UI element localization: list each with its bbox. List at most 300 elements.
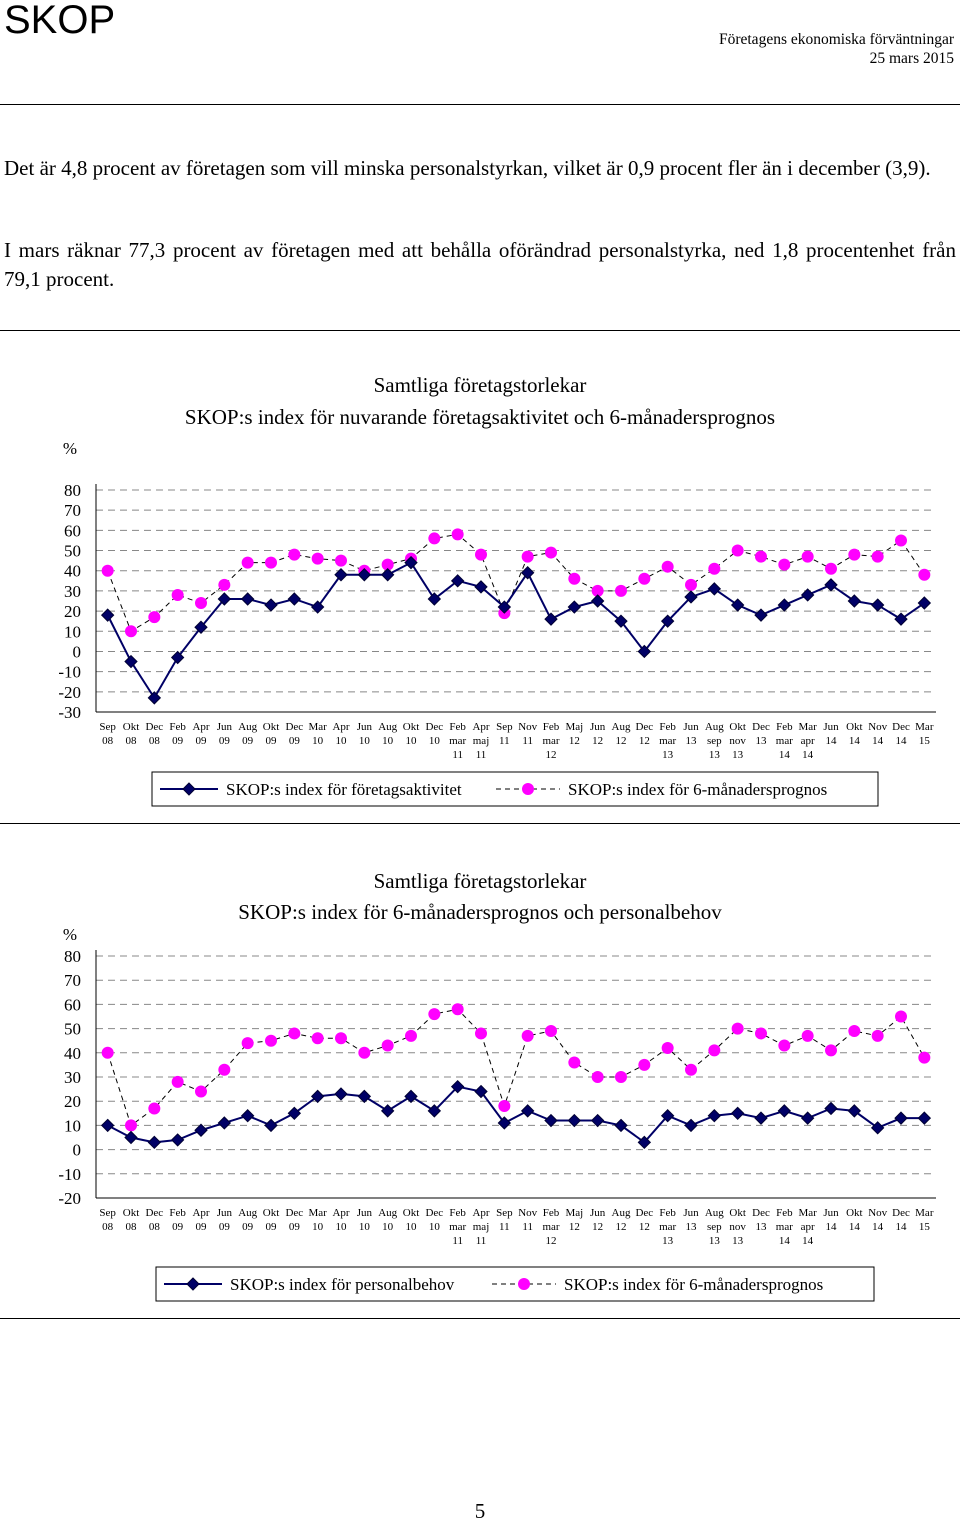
x-tick-label: 11: [499, 735, 510, 747]
x-tick-label: Aug: [238, 721, 258, 733]
x-tick-label: maj: [472, 735, 490, 747]
series-2-point: [288, 1027, 300, 1039]
x-tick-label: Feb: [776, 1207, 793, 1219]
series-2-point: [288, 549, 300, 561]
x-tick-label: Okt: [846, 1207, 863, 1219]
x-tick-label: 12: [545, 1235, 557, 1247]
chart2-bottom-border: [0, 1318, 960, 1319]
y-tick-label: 80: [64, 481, 81, 500]
series-2-point: [475, 1027, 487, 1039]
x-tick-label: sep: [706, 735, 722, 747]
series-2-point: [265, 557, 277, 569]
x-tick-label: mar: [542, 1221, 560, 1233]
series-2-point: [498, 1100, 510, 1112]
y-tick-label: 60: [64, 521, 81, 541]
x-tick-label: Jun: [683, 1207, 699, 1219]
legend-label-2: SKOP:s index för 6-månadersprognos: [568, 780, 828, 799]
series-1-point: [592, 1115, 604, 1127]
x-tick-label: mar: [659, 1221, 677, 1233]
series-2-point: [615, 1071, 627, 1083]
series-2-point: [242, 1037, 254, 1049]
x-tick-label: Okt: [262, 721, 280, 733]
x-tick-label: Okt: [402, 1207, 420, 1219]
x-tick-label: 13: [732, 1235, 744, 1247]
x-tick-label: 11: [522, 735, 533, 747]
x-tick-label: Jun: [356, 721, 372, 733]
legend-label-1: SKOP:s index för personalbehov: [230, 1275, 455, 1294]
x-tick-label: 13: [755, 735, 767, 747]
x-tick-label: Dec: [635, 1207, 654, 1219]
x-tick-label: 12: [638, 735, 650, 747]
series-line-2: [108, 534, 925, 631]
x-tick-label: sep: [706, 1221, 722, 1233]
series-2-point: [242, 557, 254, 569]
series-line-2: [108, 1009, 925, 1125]
x-tick-label: Mar: [798, 721, 817, 733]
x-tick-label: Feb: [659, 721, 676, 733]
x-tick-label: 14: [802, 1235, 814, 1247]
x-tick-label: Nov: [868, 721, 888, 733]
x-tick-label: 08: [125, 735, 137, 747]
series-2-point: [825, 563, 837, 575]
x-tick-label: 08: [148, 735, 160, 747]
series-1-point: [382, 569, 394, 581]
series-2-point: [918, 1052, 930, 1064]
x-tick-label: Dec: [145, 721, 164, 733]
y-tick-label: 10: [64, 622, 81, 642]
series-1-point: [802, 1112, 814, 1124]
paragraph-reduce-staff: Det är 4,8 procent av företagen som vill minska personalstyrkan, vilket är 0,9 procent fler än i december (3,9).: [4, 156, 931, 180]
chart1-top-border: [0, 330, 960, 331]
x-tick-label: 10: [405, 1221, 417, 1233]
series-2-point: [312, 553, 324, 565]
series-2-point: [218, 579, 230, 591]
series-2-point: [335, 1032, 347, 1044]
series-1-point: [288, 593, 300, 605]
x-tick-label: Jun: [216, 1207, 232, 1219]
x-tick-label: Apr: [332, 721, 350, 733]
document-header: [719, 30, 954, 68]
series-2-point: [358, 1047, 370, 1059]
x-tick-label: 12: [568, 1221, 580, 1233]
x-tick-label: 14: [872, 735, 884, 747]
series-1-point: [148, 1136, 160, 1148]
series-2-point: [778, 1040, 790, 1052]
series-1-point: [778, 599, 790, 611]
series-2-point: [592, 1071, 604, 1083]
x-tick-label: 14: [778, 749, 790, 761]
series-1-point: [358, 1090, 370, 1102]
x-tick-label: 09: [218, 735, 230, 747]
x-tick-label: 09: [218, 1221, 230, 1233]
series-2-point: [895, 1011, 907, 1023]
x-tick-label: Jun: [823, 721, 839, 733]
y-tick-label: 20: [64, 602, 81, 622]
series-2-point: [545, 1025, 557, 1037]
series-1-point: [242, 593, 254, 605]
x-tick-label: Feb: [542, 721, 560, 733]
series-1-point: [568, 1115, 580, 1127]
series-2-point: [638, 1059, 650, 1071]
series-2-point: [195, 1086, 207, 1098]
y-tick-label: -30: [58, 703, 81, 722]
chart-activity-forecast: [0, 340, 960, 820]
x-tick-label: Maj: [565, 1207, 584, 1219]
x-tick-label: maj: [472, 1221, 490, 1233]
x-tick-label: 10: [335, 1221, 347, 1233]
series-2-point: [732, 545, 744, 557]
chart-title: Samtliga företagstorlekar: [373, 373, 587, 397]
series-1-point: [802, 589, 814, 601]
x-tick-label: 13: [708, 1235, 720, 1247]
series-1-point: [242, 1110, 254, 1122]
x-tick-label: 10: [312, 735, 324, 747]
x-tick-label: Jun: [590, 1207, 606, 1219]
document-title: Företagens ekonomiska förväntningar: [718, 31, 954, 48]
x-tick-label: 12: [545, 749, 557, 761]
series-2-point: [825, 1044, 837, 1056]
x-tick-label: Aug: [238, 1207, 258, 1219]
series-1-point: [405, 1090, 417, 1102]
x-tick-label: nov: [729, 1221, 746, 1233]
x-tick-label: Maj: [565, 721, 584, 733]
x-tick-label: Aug: [611, 1207, 631, 1219]
series-2-point: [545, 547, 557, 559]
series-2-point: [148, 611, 160, 623]
series-1-point: [125, 656, 137, 668]
y-tick-label: 40: [64, 561, 81, 581]
series-1-point: [825, 579, 837, 591]
x-tick-label: 10: [335, 735, 347, 747]
y-tick-label: 70: [64, 501, 81, 521]
y-tick-label: -20: [58, 682, 81, 702]
x-tick-label: Okt: [122, 721, 140, 733]
x-tick-label: Dec: [752, 721, 770, 733]
x-tick-label: Dec: [425, 1207, 444, 1219]
x-tick-label: Mar: [308, 1207, 327, 1219]
x-tick-label: apr: [800, 1221, 815, 1233]
series-2-point: [685, 579, 697, 591]
series-line-1: [108, 1087, 925, 1143]
series-2-point: [475, 549, 487, 561]
series-1-point: [335, 1088, 347, 1100]
x-tick-label: Mar: [915, 721, 934, 733]
legend-marker-2: [518, 1278, 530, 1290]
x-tick-label: 15: [918, 1221, 930, 1233]
x-tick-label: 09: [172, 1221, 184, 1233]
series-2-point: [708, 1044, 720, 1056]
series-1-point: [918, 1112, 930, 1124]
series-2-point: [662, 1042, 674, 1054]
x-tick-label: 08: [125, 1221, 137, 1233]
y-tick-label: 80: [64, 947, 81, 966]
series-1-point: [265, 599, 277, 611]
x-tick-label: mar: [659, 735, 677, 747]
series-1-point: [732, 599, 744, 611]
series-2-point: [522, 551, 534, 563]
x-tick-label: Aug: [378, 1207, 398, 1219]
series-2-point: [125, 625, 137, 637]
series-2-point: [755, 1027, 767, 1039]
series-2-point: [802, 1030, 814, 1042]
x-tick-label: Sep: [99, 1207, 116, 1219]
series-2-point: [732, 1023, 744, 1035]
series-2-point: [405, 1030, 417, 1042]
y-tick-label: 0: [72, 642, 81, 662]
chart-svg-2: [0, 830, 960, 1310]
x-tick-label: Apr: [192, 1207, 210, 1219]
series-2-point: [172, 589, 184, 601]
series-2-point: [195, 597, 207, 609]
series-2-point: [638, 573, 650, 585]
x-tick-label: Nov: [518, 721, 538, 733]
x-tick-label: 12: [615, 1221, 627, 1233]
series-2-point: [918, 569, 930, 581]
x-tick-label: 13: [662, 749, 674, 761]
x-tick-label: Aug: [378, 721, 398, 733]
x-tick-label: Mar: [798, 1207, 817, 1219]
series-2-point: [102, 1047, 114, 1059]
series-2-point: [172, 1076, 184, 1088]
x-tick-label: 14: [802, 749, 814, 761]
x-tick-label: 14: [895, 1221, 907, 1233]
series-1-point: [195, 1124, 207, 1136]
chart-title: Samtliga företagstorlekar: [373, 869, 587, 893]
series-1-point: [545, 1115, 557, 1127]
x-tick-label: 14: [825, 735, 837, 747]
header-divider: [0, 104, 960, 105]
x-tick-label: Jun: [683, 721, 699, 733]
series-1-point: [218, 1117, 230, 1129]
x-tick-label: Mar: [915, 1207, 934, 1219]
x-tick-label: 09: [265, 735, 277, 747]
x-tick-label: 14: [778, 1235, 790, 1247]
y-tick-label: 60: [64, 995, 81, 1015]
series-2-point: [452, 528, 464, 540]
legend-label-1: SKOP:s index för företagsaktivitet: [226, 780, 462, 799]
x-tick-label: 11: [499, 1221, 510, 1233]
x-tick-label: mar: [449, 1221, 467, 1233]
series-2-point: [312, 1032, 324, 1044]
series-2-point: [522, 1030, 534, 1042]
x-tick-label: 14: [848, 735, 860, 747]
x-tick-label: 09: [172, 735, 184, 747]
series-1-point: [755, 1112, 767, 1124]
series-2-point: [218, 1064, 230, 1076]
series-2-point: [615, 585, 627, 597]
x-tick-label: Feb: [542, 1207, 560, 1219]
series-2-point: [662, 561, 674, 573]
x-tick-label: Dec: [892, 721, 910, 733]
chart-subtitle: SKOP:s index för 6-månadersprognos och personalbehov: [238, 900, 722, 924]
series-1-point: [148, 692, 160, 704]
x-tick-label: 09: [288, 735, 300, 747]
series-2-point: [778, 559, 790, 571]
x-tick-label: Okt: [122, 1207, 140, 1219]
x-tick-label: 10: [405, 735, 417, 747]
x-tick-label: 13: [732, 749, 744, 761]
y-tick-label: -20: [58, 1189, 81, 1208]
chart1-bottom-border: [0, 823, 960, 824]
series-2-point: [568, 1056, 580, 1068]
x-tick-label: 12: [592, 735, 604, 747]
y-tick-label: 20: [64, 1092, 81, 1112]
y-tick-label: 70: [64, 971, 81, 991]
x-tick-label: Feb: [659, 1207, 676, 1219]
series-1-point: [825, 1102, 837, 1114]
series-2-point: [685, 1064, 697, 1076]
series-1-point: [848, 595, 860, 607]
x-tick-label: Dec: [145, 1207, 164, 1219]
x-tick-label: Dec: [892, 1207, 910, 1219]
x-tick-label: Dec: [285, 1207, 304, 1219]
x-tick-label: 10: [428, 1221, 440, 1233]
brand-title: SKOP: [4, 0, 116, 42]
x-tick-label: 10: [382, 735, 394, 747]
series-1-point: [685, 1119, 697, 1131]
x-tick-label: Aug: [611, 721, 631, 733]
x-tick-label: Dec: [425, 721, 444, 733]
page-number: 5: [474, 1499, 486, 1523]
x-tick-label: 13: [662, 1235, 674, 1247]
series-1-point: [172, 1134, 184, 1146]
chart-subtitle: SKOP:s index för nuvarande företagsaktivitet och 6-månadersprognos: [184, 405, 776, 429]
x-tick-label: Nov: [868, 1207, 888, 1219]
series-2-point: [872, 551, 884, 563]
series-1-point: [708, 1110, 720, 1122]
y-tick-label: 50: [64, 541, 81, 561]
y-tick-label: 30: [64, 1068, 81, 1087]
series-2-point: [895, 534, 907, 546]
x-tick-label: Okt: [729, 1207, 746, 1219]
series-2-point: [265, 1035, 277, 1047]
series-2-point: [802, 551, 814, 563]
x-tick-label: 10: [312, 1221, 324, 1233]
x-tick-label: Apr: [472, 721, 490, 733]
paragraph-keep-staff: I mars räknar 77,3 procent av företagen med att behålla oförändrad personalstyrka, ned 1,8 procentenhet från 79,1 procent.: [4, 238, 956, 291]
series-1-point: [895, 1112, 907, 1124]
series-2-point: [755, 551, 767, 563]
y-axis-unit: %: [62, 925, 78, 944]
x-tick-label: mar: [449, 735, 467, 747]
series-2-point: [872, 1030, 884, 1042]
x-tick-label: Jun: [823, 1207, 839, 1219]
series-2-point: [148, 1102, 160, 1114]
x-tick-label: 14: [848, 1221, 860, 1233]
series-1-point: [265, 1119, 277, 1131]
x-tick-label: 13: [685, 735, 697, 747]
x-tick-label: 09: [265, 1221, 277, 1233]
series-1-point: [895, 613, 907, 625]
x-tick-label: mar: [542, 735, 560, 747]
series-1-point: [522, 1105, 534, 1117]
x-tick-label: Apr: [192, 721, 210, 733]
x-tick-label: Jun: [356, 1207, 372, 1219]
series-1-point: [125, 1132, 137, 1144]
x-tick-label: Feb: [169, 721, 186, 733]
x-tick-label: mar: [775, 735, 793, 747]
x-tick-label: Sep: [496, 1207, 513, 1219]
x-tick-label: Okt: [846, 721, 863, 733]
series-2-point: [708, 563, 720, 575]
x-tick-label: 09: [288, 1221, 300, 1233]
series-2-point: [382, 1040, 394, 1052]
chart-staff-forecast: [0, 830, 960, 1310]
x-tick-label: 11: [452, 1235, 463, 1247]
series-1-point: [732, 1107, 744, 1119]
y-tick-label: -10: [58, 1164, 81, 1184]
series-1-point: [545, 613, 557, 625]
x-tick-label: Aug: [704, 721, 724, 733]
x-tick-label: Feb: [776, 721, 793, 733]
x-tick-label: 10: [358, 1221, 370, 1233]
x-tick-label: Feb: [449, 1207, 466, 1219]
y-tick-label: 30: [64, 581, 81, 601]
x-tick-label: 11: [452, 749, 463, 761]
x-tick-label: Feb: [169, 1207, 186, 1219]
series-2-point: [452, 1003, 464, 1015]
x-tick-label: Sep: [496, 721, 513, 733]
x-tick-label: 08: [102, 1221, 114, 1233]
x-tick-label: 09: [242, 735, 254, 747]
x-tick-label: 12: [638, 1221, 650, 1233]
x-tick-label: Jun: [216, 721, 232, 733]
series-1-point: [708, 583, 720, 595]
x-tick-label: 09: [195, 1221, 207, 1233]
x-tick-label: 14: [825, 1221, 837, 1233]
x-tick-label: 13: [755, 1221, 767, 1233]
x-tick-label: 08: [102, 735, 114, 747]
series-1-point: [778, 1105, 790, 1117]
y-tick-label: 40: [64, 1043, 81, 1063]
series-1-point: [918, 597, 930, 609]
x-tick-label: mar: [775, 1221, 793, 1233]
x-tick-label: Dec: [285, 721, 304, 733]
x-tick-label: Feb: [449, 721, 466, 733]
x-tick-label: Okt: [262, 1207, 280, 1219]
series-2-point: [848, 1025, 860, 1037]
series-2-point: [568, 573, 580, 585]
x-tick-label: Dec: [752, 1207, 770, 1219]
series-2-point: [335, 555, 347, 567]
series-2-point: [428, 532, 440, 544]
series-2-point: [125, 1119, 137, 1131]
x-tick-label: 15: [918, 735, 930, 747]
y-tick-label: 10: [64, 1116, 81, 1136]
chart-svg-1: [0, 340, 960, 820]
x-tick-label: 09: [242, 1221, 254, 1233]
series-1-point: [522, 567, 534, 579]
x-tick-label: Sep: [99, 721, 116, 733]
y-tick-label: 50: [64, 1019, 81, 1039]
y-tick-label: 0: [72, 1140, 81, 1160]
x-tick-label: 12: [615, 735, 627, 747]
y-tick-label: -10: [58, 662, 81, 682]
series-2-point: [848, 549, 860, 561]
x-tick-label: Aug: [704, 1207, 724, 1219]
series-1-point: [102, 1119, 114, 1131]
legend-marker-2: [522, 783, 534, 795]
series-line-1: [108, 563, 925, 698]
x-tick-label: 13: [708, 749, 720, 761]
document-date: 25 mars 2015: [869, 50, 954, 67]
x-tick-label: 12: [592, 1221, 604, 1233]
series-2-point: [428, 1008, 440, 1020]
x-tick-label: 10: [358, 735, 370, 747]
series-2-point: [102, 565, 114, 577]
x-tick-label: 11: [475, 1235, 487, 1247]
x-tick-label: Mar: [308, 721, 327, 733]
